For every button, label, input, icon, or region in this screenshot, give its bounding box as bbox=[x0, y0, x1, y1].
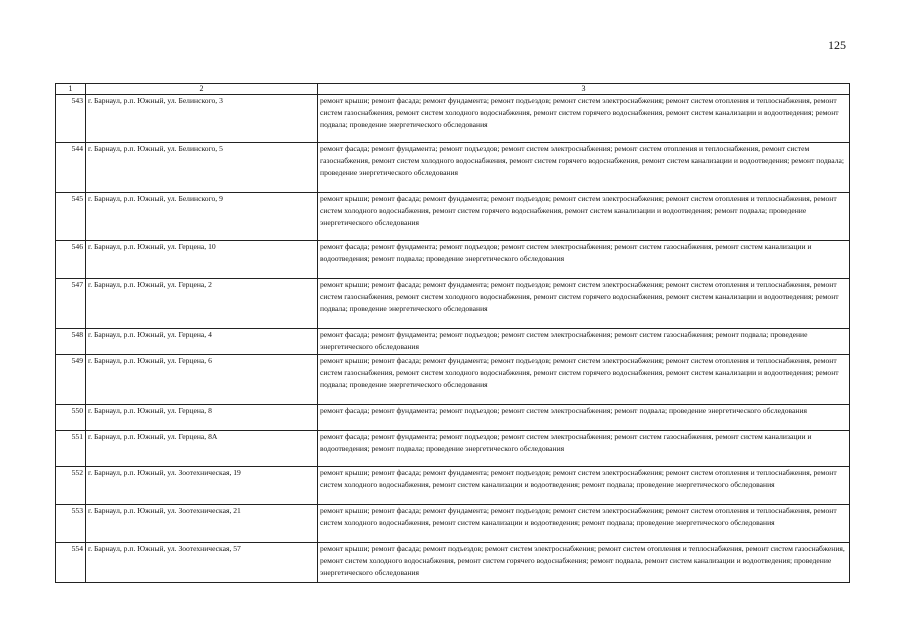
repair-works: ремонт крыши; ремонт фасада; ремонт фундамента; ремонт подъездов; ремонт систем электроснабжения; ремонт систем отопления и теплоснабжения, ремонт систем холодного водоснабжения, ремонт систем канализации и водоотведения; ремонт подвала; проведение энергетического обследования bbox=[318, 505, 850, 543]
column-number-2: 2 bbox=[86, 84, 318, 95]
building-address: г. Барнаул, р.п. Южный, ул. Белинского, 5 bbox=[86, 143, 318, 193]
table-row bbox=[56, 505, 850, 543]
row-number: 544 bbox=[56, 143, 86, 193]
table-row bbox=[56, 241, 850, 279]
repair-works: ремонт крыши; ремонт фасада; ремонт фундамента; ремонт подъездов; ремонт систем электроснабжения; ремонт систем отопления и теплоснабжения, ремонт систем газоснабжения, ремонт систем холодного водоснабжения, ремонт систем горячего водоснабжения, ремонт систем канализации и водоотведения; ремонт подвала; проведение энергетического обследования bbox=[318, 279, 850, 329]
repair-works: ремонт крыши; ремонт фасада; ремонт фундамента; ремонт подъездов; ремонт систем электроснабжения; ремонт систем отопления и теплоснабжения, ремонт систем газоснабжения, ремонт систем холодного водоснабжения, ремонт систем горячего водоснабжения, ремонт систем канализации и водоотведения; ремонт подвала; проведение энергетического обследования bbox=[318, 95, 850, 143]
building-address: г. Барнаул, р.п. Южный, ул. Герцена, 4 bbox=[86, 329, 318, 355]
building-address: г. Барнаул, р.п. Южный, ул. Герцена, 8А bbox=[86, 431, 318, 467]
table-row bbox=[56, 329, 850, 355]
row-number: 548 bbox=[56, 329, 86, 355]
table-row bbox=[56, 467, 850, 505]
row-number: 554 bbox=[56, 543, 86, 583]
building-address: г. Барнаул, р.п. Южный, ул. Белинского, 9 bbox=[86, 193, 318, 241]
row-number: 551 bbox=[56, 431, 86, 467]
column-number-row bbox=[56, 84, 850, 95]
row-number: 543 bbox=[56, 95, 86, 143]
row-number: 552 bbox=[56, 467, 86, 505]
row-number: 547 bbox=[56, 279, 86, 329]
repair-works: ремонт крыши; ремонт фасада; ремонт фундамента; ремонт подъездов; ремонт систем электроснабжения; ремонт систем отопления и теплоснабжения, ремонт систем холодного водоснабжения, ремонт систем канализации и водоотведения; ремонт подвала; проведение энергетического обследования bbox=[318, 467, 850, 505]
table-row bbox=[56, 193, 850, 241]
row-number: 545 bbox=[56, 193, 86, 241]
repair-works-table bbox=[55, 83, 850, 583]
table-row bbox=[56, 95, 850, 143]
page-number: 125 bbox=[828, 38, 846, 52]
repair-works: ремонт фасада; ремонт фундамента; ремонт подъездов; ремонт систем электроснабжения; ремонт систем отопления и теплоснабжения, ремонт систем газоснабжения, ремонт систем холодного водоснабжения, ремонт систем горячего водоснабжения, ремонт систем канализации и водоотведения; ремонт подвала; проведение энергетического обследования bbox=[318, 143, 850, 193]
building-address: г. Барнаул, р.п. Южный, ул. Герцена, 8 bbox=[86, 405, 318, 431]
repair-works: ремонт фасада; ремонт фундамента; ремонт подъездов; ремонт систем электроснабжения; ремонт подвала; проведение энергетического обследования bbox=[318, 405, 850, 431]
building-address: г. Барнаул, р.п. Южный, ул. Герцена, 6 bbox=[86, 355, 318, 405]
repair-works: ремонт фасада; ремонт фундамента; ремонт подъездов; ремонт систем электроснабжения; ремонт систем газоснабжения, ремонт систем канализации и водоотведения; ремонт подвала; проведение энергетического обследования bbox=[318, 431, 850, 467]
repair-works: ремонт крыши; ремонт фасада; ремонт фундамента; ремонт подъездов; ремонт систем электроснабжения; ремонт систем отопления и теплоснабжения, ремонт систем газоснабжения, ремонт систем холодного водоснабжения, ремонт систем горячего водоснабжения, ремонт систем канализации и водоотведения; ремонт подвала; проведение энергетического обследования bbox=[318, 355, 850, 405]
repair-works: ремонт фасада; ремонт фундамента; ремонт подъездов; ремонт систем электроснабжения; ремонт систем газоснабжения, ремонт систем канализации и водоотведения; ремонт подвала; проведение энергетического обследования bbox=[318, 241, 850, 279]
table-row bbox=[56, 431, 850, 467]
row-number: 550 bbox=[56, 405, 86, 431]
column-number-3: 3 bbox=[318, 84, 850, 95]
building-address: г. Барнаул, р.п. Южный, ул. Зоотехническая, 57 bbox=[86, 543, 318, 583]
building-address: г. Барнаул, р.п. Южный, ул. Герцена, 10 bbox=[86, 241, 318, 279]
table-row bbox=[56, 405, 850, 431]
table-row bbox=[56, 143, 850, 193]
building-address: г. Барнаул, р.п. Южный, ул. Герцена, 2 bbox=[86, 279, 318, 329]
building-address: г. Барнаул, р.п. Южный, ул. Зоотехническая, 19 bbox=[86, 467, 318, 505]
row-number: 546 bbox=[56, 241, 86, 279]
repair-works: ремонт крыши; ремонт фасада; ремонт подъездов; ремонт систем электроснабжения; ремонт систем отопления и теплоснабжения, ремонт систем газоснабжения, ремонт систем холодного водоснабжения, ремонт систем горячего водоснабжения; ремонт подвала, ремонт систем канализации и водоотведения; проведение энергетического обследования bbox=[318, 543, 850, 583]
table-row bbox=[56, 543, 850, 583]
repair-works: ремонт фасада; ремонт фундамента; ремонт подъездов; ремонт систем электроснабжения; ремонт систем газоснабжения; ремонт подвала; проведение энергетического обследования bbox=[318, 329, 850, 355]
row-number: 553 bbox=[56, 505, 86, 543]
table-row bbox=[56, 355, 850, 405]
table-row bbox=[56, 279, 850, 329]
building-address: г. Барнаул, р.п. Южный, ул. Зоотехническая, 21 bbox=[86, 505, 318, 543]
column-number-1: 1 bbox=[56, 84, 86, 95]
building-address: г. Барнаул, р.п. Южный, ул. Белинского, 3 bbox=[86, 95, 318, 143]
repair-works: ремонт крыши; ремонт фасада; ремонт фундамента; ремонт подъездов; ремонт систем электроснабжения; ремонт систем отопления и теплоснабжения, ремонт систем холодного водоснабжения, ремонт систем горячего водоснабжения, ремонт систем канализации и водоотведения; ремонт подвала; проведение энергетического обследования bbox=[318, 193, 850, 241]
row-number: 549 bbox=[56, 355, 86, 405]
